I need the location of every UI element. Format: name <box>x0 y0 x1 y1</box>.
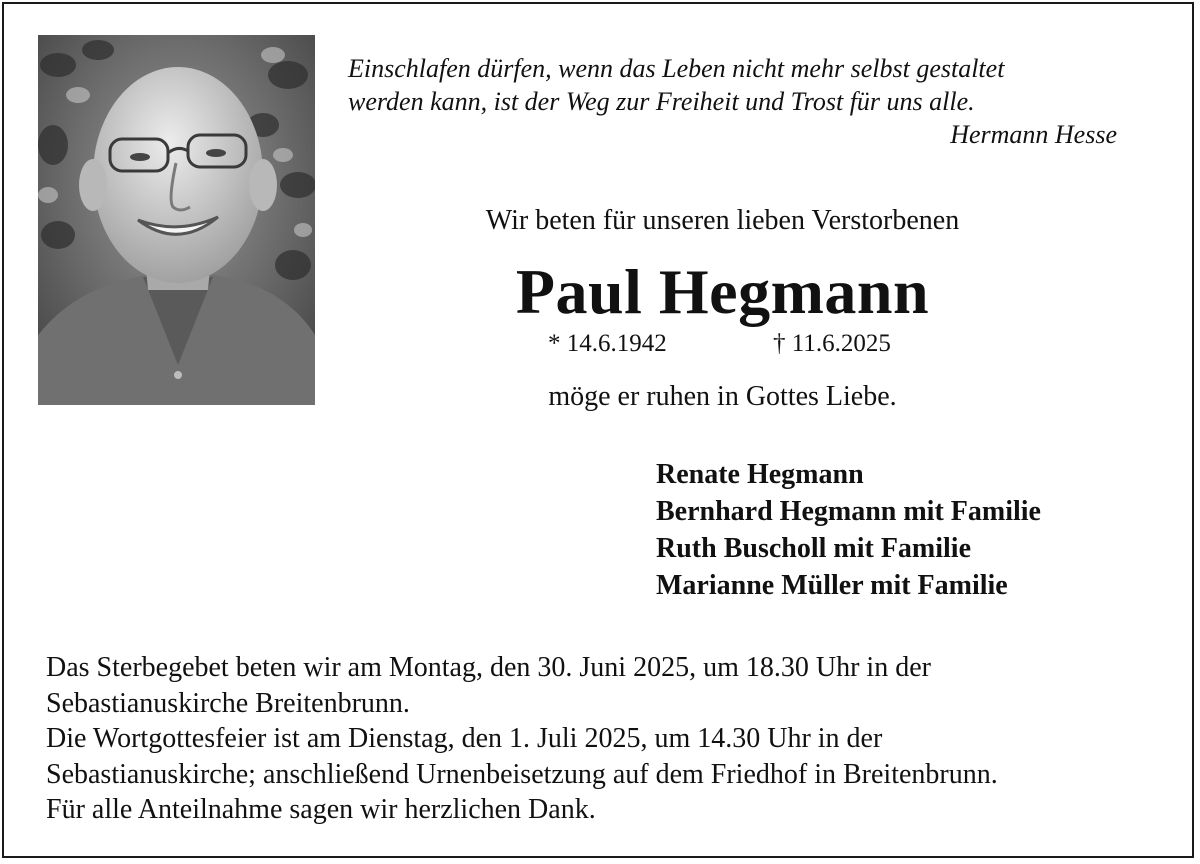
mourner-name: Bernhard Hegmann mit Familie <box>656 496 1041 527</box>
birth-date: * 14.6.1942 <box>548 330 667 357</box>
mourners-list <box>656 456 1041 604</box>
intro-text: Wir beten für unseren lieben Verstorbenen <box>485 205 960 236</box>
notice-line: Für alle Anteilnahme sagen wir herzlichen Dank. <box>46 794 596 825</box>
quote-line: werden kann, ist der Weg zur Freiheit und Trost für uns alle. <box>348 87 975 116</box>
quote <box>348 52 1123 151</box>
quote-line: Einschlafen dürfen, wenn das Leben nicht mehr selbst gestaltet <box>348 54 1005 83</box>
notice-line: Sebastianuskirche; anschließend Urnenbeisetzung auf dem Friedhof in Breitenbrunn. <box>46 758 998 790</box>
deceased-name: Paul Hegmann <box>515 256 930 327</box>
death-date: † 11.6.2025 <box>773 330 891 357</box>
mourner-name: Marianne Müller mit Familie <box>656 570 1008 601</box>
service-notice <box>46 650 1186 828</box>
notice-line: Sebastianuskirche Breitenbrunn. <box>46 687 410 719</box>
notice-line: Die Wortgottesfeier ist am Dienstag, den 1. Juli 2025, um 14.30 Uhr in der <box>46 723 883 754</box>
mourner-name: Ruth Buscholl mit Familie <box>656 533 972 564</box>
blessing-text: möge er ruhen in Gottes Liebe. <box>548 381 897 412</box>
mourner-name: Renate Hegmann <box>656 459 864 490</box>
quote-author: Hermann Hesse <box>950 120 1117 149</box>
portrait-photo <box>38 35 315 405</box>
notice-line: Das Sterbegebet beten wir am Montag, den 30. Juni 2025, um 18.30 Uhr in der <box>46 652 931 683</box>
